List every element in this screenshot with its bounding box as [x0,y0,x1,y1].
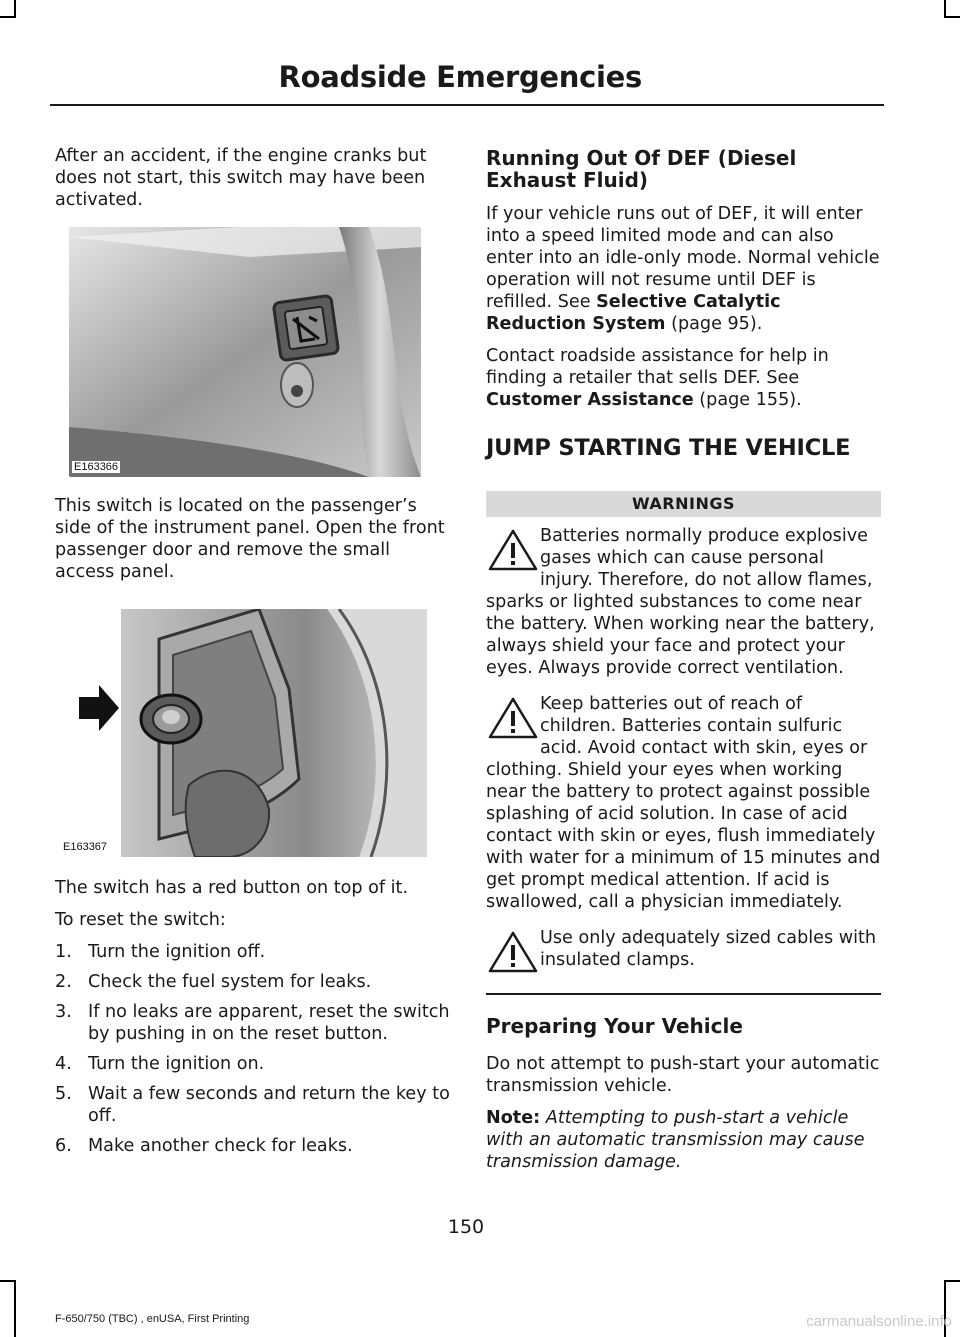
list-item [55,1001,450,1045]
list-item [55,1083,450,1127]
reset-steps-list [55,941,450,1157]
list-item [55,941,450,963]
step-number: 1. [55,942,72,962]
roadside-paragraph-text: Contact roadside assistance for help in finding a retailer that sells DEF. See [486,346,829,388]
right-column [486,147,881,1183]
step-number: 4. [55,1054,72,1074]
edition-footer: F-650/750 (TBC) , enUSA, First Printing [55,1313,250,1325]
warning-text: Keep batteries out of reach of children. Batteries contain sulfuric acid. Avoid contact with skin, eyes or clothing. Shield your eyes when working near the battery to protect against possible splashing of acid solution. In case of acid contact with skin or eyes, flush immediately with water for a minimum of 15 minutes and get prompt medical attention. If acid is swallowed, call a physician immediately. [486,694,881,912]
def-heading: Running Out Of DEF (Diesel Exhaust Fluid) [486,146,797,192]
warning-cables [486,927,881,975]
step-number: 2. [55,972,72,992]
crop-mark [0,16,16,18]
step-number: 5. [55,1084,72,1104]
roadside-paragraph [486,345,881,411]
step-text: Check the fuel system for leaks. [88,972,372,992]
step-text: Turn the ignition off. [88,942,266,962]
list-item [55,971,450,993]
crop-mark [944,1280,960,1282]
preparing-vehicle-heading: Preparing Your Vehicle [486,1014,743,1038]
page-number: 150 [447,1216,485,1238]
customer-assistance-link[interactable]: Customer Assistance [486,390,694,410]
roadside-paragraph-page: (page 155). [693,390,802,410]
warning-text: Batteries normally produce explosive gases which can cause personal injury. Therefore, do not allow flames, sparks or lighted substances to come near the battery. When working near the battery, always shield your face and protect your eyes. Always provide correct ventilation. [486,526,875,678]
step-text: Turn the ignition on. [88,1054,265,1074]
jump-starting-heading: JUMP STARTING THE VEHICLE [486,435,851,461]
note-paragraph [486,1107,881,1173]
step-text: If no leaks are apparent, reset the switch by pushing in on the reset button. [88,1002,450,1044]
note-label: Note: [486,1108,541,1128]
crop-mark [944,16,960,18]
figure-code: E163367 [63,841,108,853]
step-number: 3. [55,1002,72,1022]
access-panel-illustration [99,609,451,857]
list-item [55,1135,450,1157]
warning-children-acid [486,693,881,913]
scr-reference-link[interactable]: Selective Catalytic Reduction System [486,292,781,334]
switch-location-paragraph: This switch is located on the passenger’s side of the instrument panel. Open the front passenger door and remove the small access panel. [55,496,445,582]
note-text: Attempting to push-start a vehicle with an automatic transmission may cause transmission damage. [486,1108,865,1172]
crop-mark [0,1280,16,1282]
warnings-end-divider [486,993,881,995]
crop-mark [14,1280,16,1337]
def-paragraph [486,203,881,335]
watermark: carmanualsonline.info [806,1313,952,1330]
warning-explosive-gases [486,525,881,679]
warning-text: Use only adequately sized cables with insulated clamps. [540,928,877,970]
step-text: Wait a few seconds and return the key to off. [88,1084,450,1126]
warning-triangle-icon [486,695,540,741]
def-paragraph-page: (page 95). [665,314,763,334]
step-number: 6. [55,1136,72,1156]
warnings-banner: WARNINGS [486,491,881,517]
warning-triangle-icon [486,527,540,573]
page-section-title: Roadside Emergencies [278,60,642,94]
warning-triangle-icon [486,929,540,975]
step-text: Make another check for leaks. [88,1136,353,1156]
reset-intro-paragraph: To reset the switch: [55,910,226,930]
figure-code: E163366 [74,461,119,473]
list-item [55,1053,450,1075]
arrow-right-icon [79,685,119,731]
access-panel-figure [63,609,451,857]
red-button-paragraph: The switch has a red button on top of it. [55,878,409,898]
header-divider [50,104,884,106]
inertia-switch-illustration [69,227,421,477]
left-column [55,145,450,1165]
accident-paragraph: After an accident, if the engine cranks but does not start, this switch may have been activated. [55,146,427,210]
push-start-paragraph: Do not attempt to push-start your automatic transmission vehicle. [486,1054,880,1096]
def-paragraph-text: If your vehicle runs out of DEF, it will enter into a speed limited mode and can also enter into an idle-only mode. Normal vehicle operation will not resume until DEF is refilled. See [486,204,880,312]
inertia-switch-figure [69,227,421,477]
